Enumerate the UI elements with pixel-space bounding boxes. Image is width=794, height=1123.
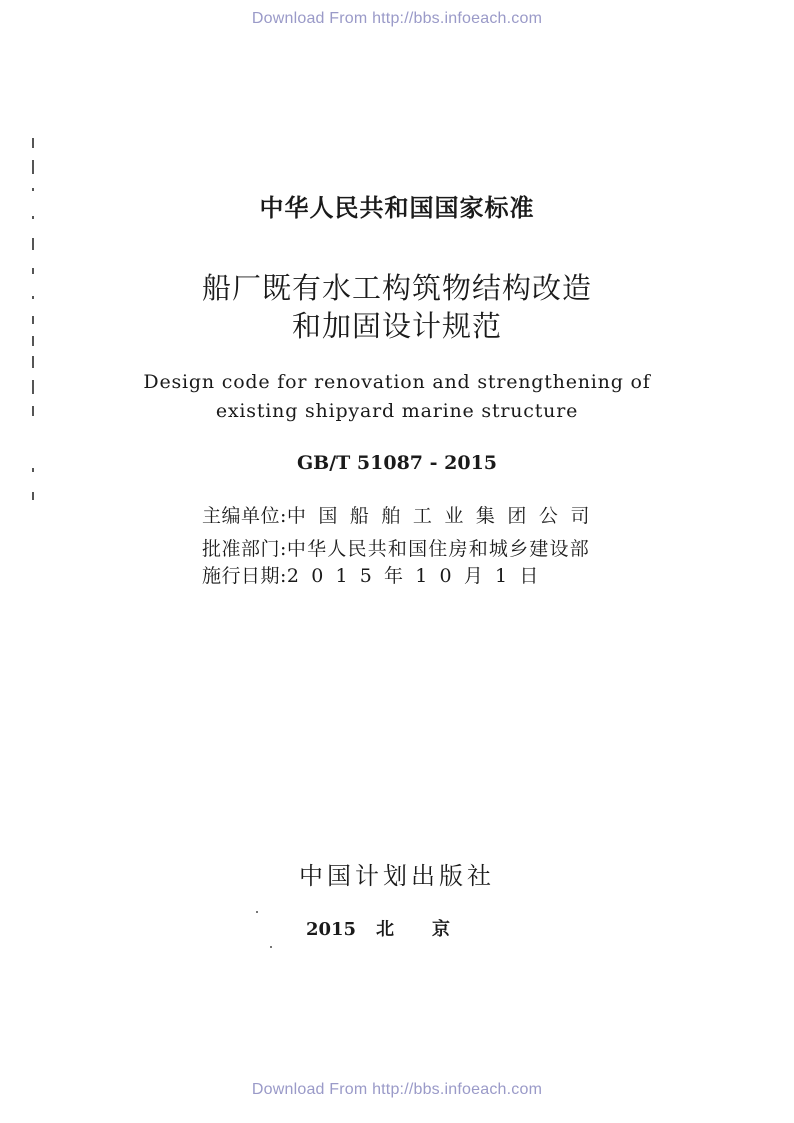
standard-code: GB/T 51087 - 2015 xyxy=(296,452,498,474)
title-cn-line1: 船厂既有水工构筑物结构改造 xyxy=(201,271,592,305)
standard-type-heading: 中华人民共和国国家标准 xyxy=(259,194,535,222)
watermark-bottom: Download From http://bbs.infoeach.com xyxy=(251,1081,543,1098)
approver-value: 中华人民共和国住房和城乡建设部 xyxy=(286,538,590,560)
approver-row xyxy=(202,536,590,562)
editor-value: 中国船舶工业集团公司 xyxy=(286,505,602,527)
scan-speck xyxy=(256,911,258,913)
effective-date-value: 2015年10月1日 xyxy=(286,565,551,587)
scan-speck xyxy=(270,946,272,948)
title-cn-line2: 和加固设计规范 xyxy=(291,309,502,343)
publication-city: 北京 xyxy=(376,919,489,940)
title-en-line1: Design code for renovation and strengthening of xyxy=(143,371,651,393)
editor-label: 主编单位: xyxy=(202,505,287,527)
title-en-line2: existing shipyard marine structure xyxy=(215,400,579,422)
watermark-top: Download From http://bbs.infoeach.com xyxy=(251,10,543,27)
approver-label: 批准部门: xyxy=(202,538,287,560)
publication-line xyxy=(0,915,794,941)
effective-date-label: 施行日期: xyxy=(202,565,287,587)
publisher-name: 中国计划出版社 xyxy=(299,862,495,890)
editor-row xyxy=(202,503,602,529)
effective-date-row xyxy=(202,563,551,589)
publication-year: 2015 xyxy=(305,919,357,940)
